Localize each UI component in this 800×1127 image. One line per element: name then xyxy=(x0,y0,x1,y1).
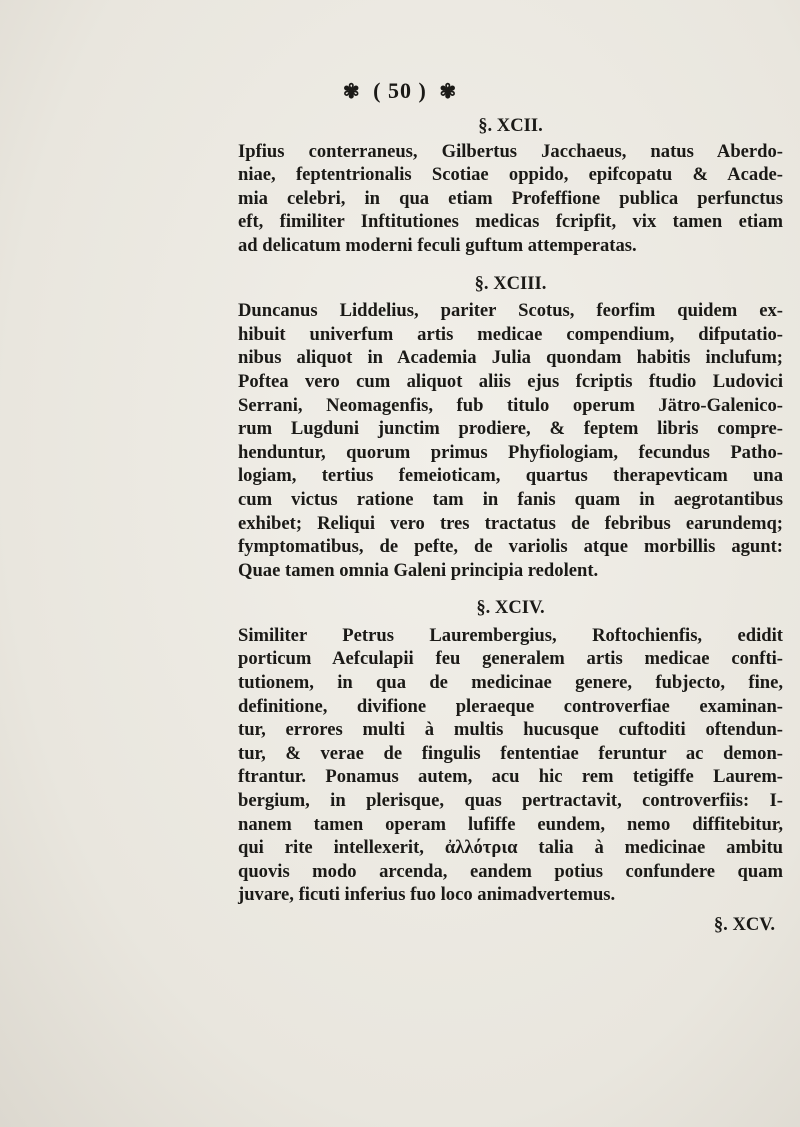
text-line: qui rite intellexerit, ἀλλότρια talia à medicinae ambitu xyxy=(238,837,783,859)
text-line: ftrantur. Ponamus autem, acu hic rem tetigiffe Laurem- xyxy=(238,766,783,788)
text-line: niae, feptentrionalis Scotiae oppido, epifcopatu & Acade- xyxy=(238,164,783,186)
text-line: juvare, ficuti inferius fuo loco animadvertemus. xyxy=(238,884,616,906)
text-line: tutionem, in qua de medicinae genere, fubjecto, fine, xyxy=(238,672,783,694)
catchword: §. XCV. xyxy=(713,914,775,935)
text-line: quovis modo arcenda, eandem potius confundere quam xyxy=(238,860,783,882)
text-line: hibuit univerfum artis medicae compendium, difputatio- xyxy=(238,323,783,345)
text-line: Ipfius conterraneus, Gilbertus Jacchaeus, natus Aberdo- xyxy=(238,140,783,162)
paragraph-xcii xyxy=(238,140,783,258)
text-line: Similiter Petrus Laurembergius, Roftochienfis, edidit xyxy=(238,624,783,646)
section-heading-xciii: §. XCIII. xyxy=(474,272,547,294)
text-line: rum Lugduni junctim prodiere, & feptem libris compre- xyxy=(238,418,783,440)
text-line: nanem tamen operam lufiffe eundem, nemo diffitebitur, xyxy=(238,813,783,835)
ornament-right-icon: ✾ xyxy=(439,81,458,103)
text-line: tur, errores multi à multis hucusque cuftoditi oftendun- xyxy=(238,719,783,741)
paragraph-xciv xyxy=(238,624,783,907)
paragraph-xciii xyxy=(238,299,783,582)
ornament-left-icon: ✾ xyxy=(342,81,361,103)
page-number: ( 50 ) xyxy=(373,78,427,103)
text-line: bergium, in plerisque, quas pertractavit, controverfiis: I- xyxy=(238,790,783,812)
text-line: mia celebri, in qua etiam Profeffione publica perfunctus xyxy=(238,187,783,209)
text-line: porticum Aefculapii feu generalem artis medicae confti- xyxy=(238,648,783,670)
text-line: eft, fimiliter Inftitutiones medicas fcripfit, vix tamen etiam xyxy=(238,211,783,233)
text-line: Poftea vero cum aliquot aliis ejus fcriptis ftudio Ludovici xyxy=(238,370,783,392)
text-line: Duncanus Liddelius, pariter Scotus, feorfim quidem ex- xyxy=(238,300,783,322)
text-line: logiam, tertius femeioticam, quartus therapevticam una xyxy=(238,465,783,487)
page-header xyxy=(0,78,800,104)
body-text xyxy=(238,114,783,937)
text-line: Serrani, Neomagenfis, fub titulo operum Jätro-Galenico- xyxy=(238,394,783,416)
text-line: tur, & verae de fingulis fententiae feruntur ac demon- xyxy=(238,742,783,764)
text-line: Quae tamen omnia Galeni principia redolent. xyxy=(238,559,599,581)
text-line: exhibet; Reliqui vero tres tractatus de febribus earundemq; xyxy=(238,512,783,534)
text-line: definitione, divifione pleraeque controverfiae examinan- xyxy=(238,695,783,717)
text-line: cum victus ratione tam in fanis quam in aegrotantibus xyxy=(238,488,783,510)
section-heading-xciv: §. XCIV. xyxy=(476,597,545,619)
text-line: fymptomatibus, de pefte, de variolis atque morbillis agunt: xyxy=(238,536,783,558)
text-line: ad delicatum moderni feculi guftum attemperatas. xyxy=(238,234,637,256)
section-heading-xcii: §. XCII. xyxy=(478,115,543,136)
text-line: nibus aliquot in Academia Julia quondam habitis inclufum; xyxy=(238,347,783,369)
text-line: henduntur, quorum primus Phyfiologiam, fecundus Patho- xyxy=(238,441,783,463)
